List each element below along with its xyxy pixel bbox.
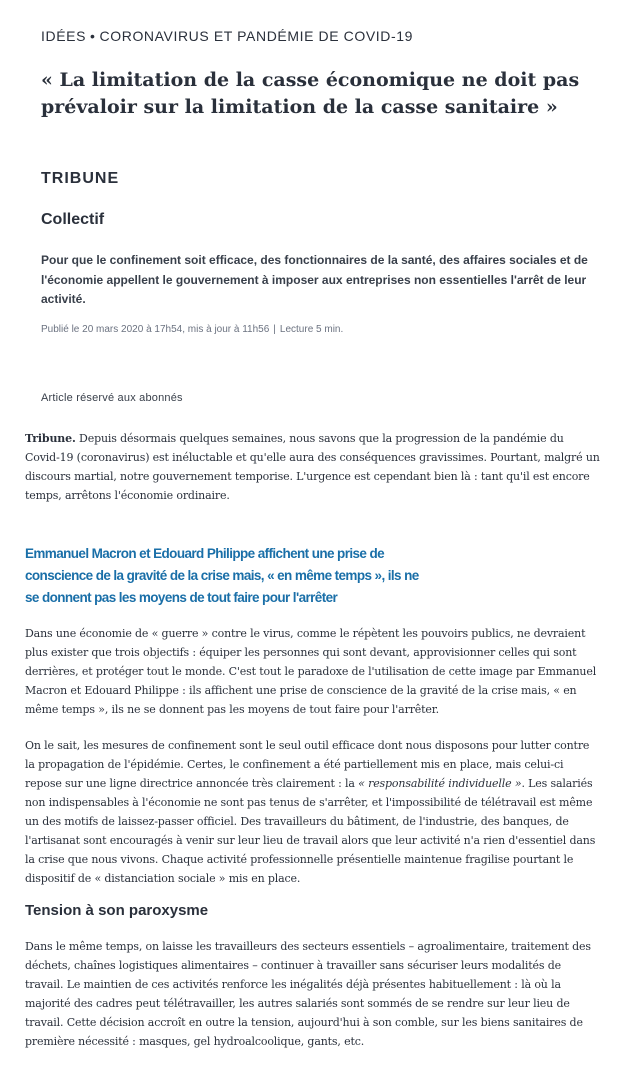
- body-paragraph: Dans le même temps, on laisse les travailleurs des secteurs essentiels – agroalimentaire, traitement des déchets, chaînes logistiques alimentaires – continuer à travailler sans sécuriser leurs modalités de travail. Le maintien de ces activités renforce les inégalités déjà présentes habituellement : là où la majorité des cadres peut télétravailler, les autres salariés sont sommés de se rendre sur leur lieu de travail. Cette décision accroît en outre la tension, aujourd'hui à son comble, sur les biens sanitaires de première nécessité : masques, gel hydroalcoolique, gants, etc.: [25, 940, 591, 1048]
- publication-date: Publié le 20 mars 2020 à 17h54, mis à jour à 11h56: [41, 324, 270, 335]
- paragraph-lead: Tribune.: [25, 432, 76, 445]
- breadcrumb: [41, 28, 413, 44]
- article-meta: [41, 324, 343, 335]
- article-author[interactable]: Collectif: [41, 211, 105, 228]
- section-subheading: Tension à son paroxysme: [25, 902, 209, 919]
- rubric-section-link[interactable]: IDÉES: [41, 28, 87, 44]
- paragraph-text: Depuis désormais quelques semaines, nous savons que la progression de la pandémie du Covid-19 (coronavirus) est inéluctable et qu'elle aura des conséquences gravissimes. Pourtant, malgré un discours martial, notre gouvernement temporise. L'urgence est cependant bien là : tant qu'il est encore temps, arrêtons l'économie ordinaire.: [25, 432, 600, 502]
- body-paragraph: [25, 429, 600, 505]
- body-paragraph: Dans une économie de « guerre » contre le virus, comme le répètent les pouvoirs publics, ne devraient plus exister que trois objectifs : équiper les personnes qui sont devant, approvisionner celles qui sont derrières, et protéger tout le monde. C'est tout le paradoxe de l'utilisation de cette image par Emmanuel Macron et Edouard Philippe : ils affichent une prise de conscience de la gravité de la crise mais, « en même temps », ils ne se donnent pas les moyens de tout faire pour l'arrêter.: [25, 627, 597, 716]
- rubric-separator: •: [90, 28, 96, 44]
- article-title: « La limitation de la casse économique ne doit pas prévaloir sur la limitation de la casse sanitaire »: [41, 69, 580, 118]
- reading-time: Lecture 5 min.: [279, 324, 344, 335]
- pull-quote: Emmanuel Macron et Edouard Philippe affichent une prise de conscience de la gravité de la crise mais, « en même temps », ils ne se donnent pas les moyens de tout faire pour l'arrêter: [25, 546, 419, 605]
- meta-separator: |: [273, 324, 276, 335]
- paragraph-text: . Les salariés non indispensables à l'économie ne sont pas tenus de s'arrêter, et l'impossibilité de télétravail est même un des motifs de laissez-passer officiel. Des travailleurs du bâtiment, de l'industrie, des banques, de l'artisanat sont encouragés à venir sur leur lieu de travail alors que leur activité n'a rien d'essentiel dans la crise que nous vivons. Chaque activité professionnelle présentielle maintenue fragilise pourtant le dispositif de « distanciation sociale » mis en place.: [25, 777, 596, 885]
- subscribers-notice: Article réservé aux abonnés: [41, 392, 183, 404]
- paragraph-emphasis: « responsabilité individuelle »: [358, 777, 522, 790]
- body-paragraph: [25, 736, 600, 888]
- article-kind-label: TRIBUNE: [41, 170, 120, 187]
- paragraph-text: On le sait, les mesures de confinement sont le seul outil efficace dont nous disposons pour lutter contre la propagation de l'épidémie. Certes, le confinement a été partiellement mis en place, mais celui-ci repose sur une ligne directrice annoncée très clairement : la: [25, 739, 590, 790]
- rubric-topic-link[interactable]: CORONAVIRUS ET PANDÉMIE DE COVID-19: [99, 28, 414, 44]
- article-lead: Pour que le confinement soit efficace, des fonctionnaires de la santé, des affaires sociales et de l'économie appellent le gouvernement à imposer aux entreprises non essentielles l'arrêt de leur activité.: [41, 253, 588, 306]
